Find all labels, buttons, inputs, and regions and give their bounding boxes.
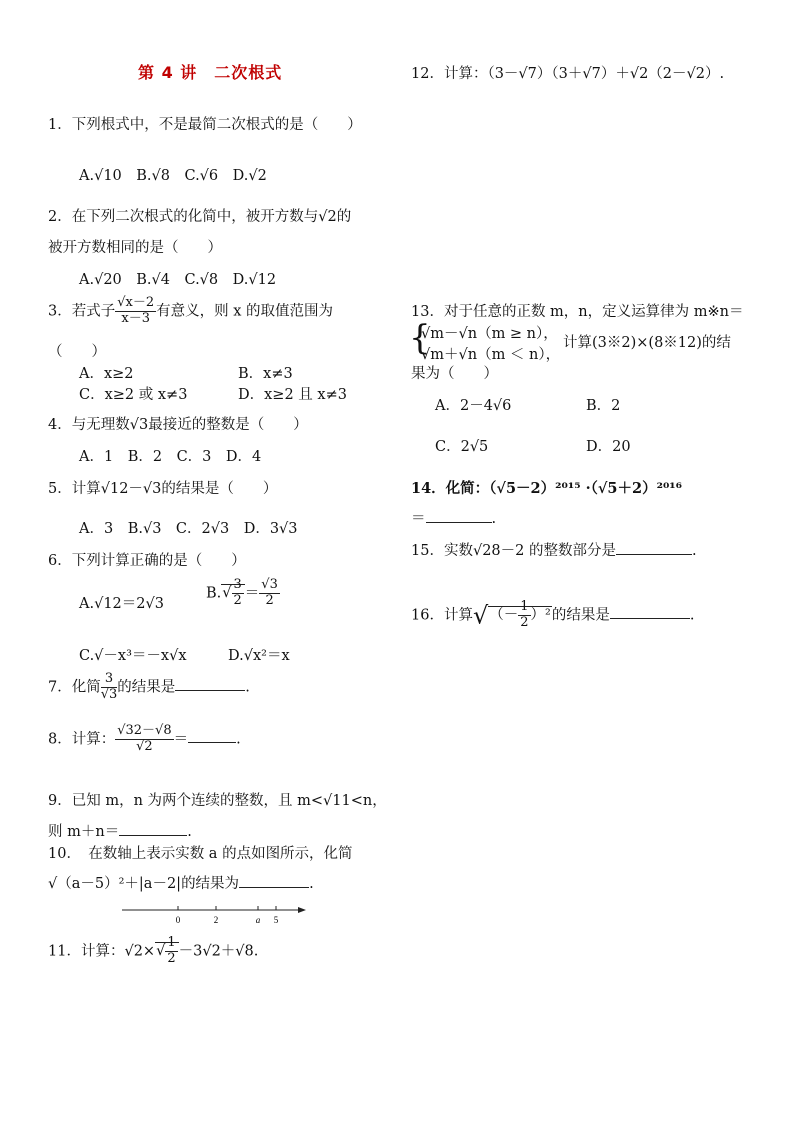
question-6-option-b-left-denominator: 2 <box>233 592 242 608</box>
page-title: 第 4 讲 二次根式 <box>138 63 283 82</box>
question-16-inner-prefix: （－ <box>489 607 519 624</box>
question-13-brace: { <box>409 318 431 358</box>
question-10-prefix: √（a－5）²＋|a－2|的结果为 <box>48 876 240 892</box>
question-16-numerator: 1 <box>520 599 529 614</box>
question-3-stem <box>48 296 333 327</box>
question-3-stem-line2: （ ） <box>48 344 106 360</box>
question-2-options: A.√20 B.√4 C.√8 D.√12 <box>79 272 277 288</box>
question-13-case1: √m－√n（m ≥ n）， <box>421 326 558 342</box>
question-10-line2: √（a－5）²＋|a－2|的结果为 . <box>48 872 314 893</box>
question-8-denominator: √2 <box>136 738 153 754</box>
question-16-radicand <box>488 599 552 630</box>
question-7: 7．化简 $\frac{3}{√3}$ 的结果是 . <box>48 671 250 702</box>
question-6-option-b-right-denominator: 2 <box>265 592 274 608</box>
question-14-answer-blank[interactable] <box>426 508 492 523</box>
question-7-denominator: √3 <box>100 686 118 702</box>
question-8-suffix: ＝ <box>173 731 189 748</box>
question-11 <box>48 936 258 967</box>
question-11-denominator: 2 <box>167 950 176 966</box>
question-4-stem: 4．与无理数√3最接近的整数是（ ） <box>48 417 308 433</box>
question-7-suffix: 的结果是 <box>117 679 176 696</box>
question-5-stem: 5．计算√12－√3的结果是（ ） <box>48 481 278 497</box>
question-13-option-d: D．20 <box>586 439 631 455</box>
question-13-tail: 计算(3※2)×(8※12)的结 <box>563 335 731 351</box>
question-16-radical-sign: √ <box>472 601 489 630</box>
question-11-suffix: －3√2＋√8. <box>178 943 259 960</box>
question-8-answer-blank[interactable] <box>188 728 236 743</box>
question-3-option-d: D．x≥2 且 x≠3 <box>238 387 347 403</box>
question-16-denominator: 2 <box>520 614 529 630</box>
question-6-stem: 6．下列计算正确的是（ ） <box>48 553 246 569</box>
question-3-option-b: B．x≠3 <box>238 366 293 382</box>
question-13-option-a: A．2－4√6 <box>435 398 512 414</box>
question-16: 16．计算√（－ $\frac{1}{2}$ ）²的结果是 . <box>411 599 695 630</box>
axis-label-2: 2 <box>213 915 219 925</box>
question-9-answer-blank[interactable] <box>119 821 187 836</box>
question-12: 12．计算：（3－√7）（3＋√7）＋√2（2－√2）. <box>411 66 725 82</box>
question-6-option-b: B.√ $\frac{3}{2}$ ＝ $\frac{√3}{2}$ <box>206 577 278 608</box>
question-6-option-b-right-fraction <box>259 578 280 609</box>
question-3-fraction-denominator: x－3 <box>121 310 150 326</box>
question-5-options: A．3 B.√3 C．2√3 D．3√3 <box>79 521 298 537</box>
question-3-fraction <box>115 296 156 327</box>
question-11-prefix: 11．计算：√2× <box>48 943 156 960</box>
question-16-inner-suffix: ）² <box>530 607 551 624</box>
question-15: 15．实数√28－2 的整数部分是 . <box>411 539 697 560</box>
question-13-option-c: C．2√5 <box>435 439 489 455</box>
question-3-option-c: C．x≥2 或 x≠3 <box>79 387 188 403</box>
question-6-option-a: A.√12＝2√3 <box>79 596 164 612</box>
question-14-line1: 14．化简：（√5－2）²⁰¹⁵ ·（√5＋2）²⁰¹⁶ <box>411 480 682 497</box>
question-9-line1: 9．已知 m，n 为两个连续的整数，且 m<√11<n， <box>48 793 387 809</box>
question-7-prefix: 7．化简 <box>48 679 101 696</box>
question-3-option-a: A．x≥2 <box>79 366 134 382</box>
question-7-numerator: 3 <box>101 672 118 688</box>
question-6-option-b-right-numerator: √3 <box>261 577 278 592</box>
number-line-figure <box>118 900 314 928</box>
number-line-arrow <box>298 907 306 913</box>
question-13-line3: 果为（ ） <box>411 366 498 382</box>
question-6-option-b-left-numerator: 3 <box>233 577 242 592</box>
question-15-answer-blank[interactable] <box>616 540 692 555</box>
question-13-line1: 13．对于任意的正数 m，n，定义运算律为 m※n＝ <box>411 304 744 320</box>
axis-label-a: a <box>255 915 261 925</box>
question-3-stem-suffix: 有意义，则 x 的取值范围为 <box>156 303 334 320</box>
question-2-stem-line2: 被开方数相同的是（ ） <box>48 240 222 256</box>
question-4-options: A．1 B．2 C．3 D．4 <box>79 449 262 465</box>
question-8: 8．计算： $\frac{√32-√8}{√2}$ ＝ . <box>48 723 241 754</box>
question-14-prefix: ＝ <box>411 511 426 527</box>
question-7-answer-blank[interactable] <box>175 676 245 691</box>
question-13-case2: √m＋√n（m ＜ n）， <box>421 347 561 363</box>
question-10-line1: 10． 在数轴上表示实数 a 的点如图所示，化简 <box>48 846 353 862</box>
question-6-option-b-radical: √ $\frac{3}{2}$ <box>221 584 245 601</box>
question-2-stem-line1: 2．在下列二次根式的化简中，被开方数与√2的 <box>48 209 352 225</box>
question-8-prefix: 8．计算： <box>48 731 116 748</box>
question-16-answer-blank[interactable] <box>610 604 690 619</box>
question-6-option-c: C.√－x³＝－x√x <box>79 648 187 664</box>
question-10-answer-blank[interactable] <box>239 873 309 888</box>
question-3-fraction-numerator: √x－2 <box>117 295 155 310</box>
question-3-stem-prefix: 3．若式子 <box>48 303 116 320</box>
axis-label-5: 5 <box>273 915 279 925</box>
question-11-radical: √ $\frac{1}{2}$ <box>155 942 179 959</box>
question-13-option-b: B．2 <box>586 398 621 414</box>
question-9-prefix: 则 m＋n＝ <box>48 824 120 840</box>
question-9-line2: 则 m＋n＝ . <box>48 820 192 841</box>
question-11-numerator: 1 <box>167 935 176 950</box>
question-6-option-b-label: B. <box>206 585 222 602</box>
question-1-stem: 1．下列根式中，不是最简二次根式的是（ ） <box>48 117 362 133</box>
question-8-numerator: √32－√8 <box>117 723 172 738</box>
question-15-prefix: 15．实数√28－2 的整数部分是 <box>411 543 616 559</box>
axis-label-0: 0 <box>175 915 181 925</box>
question-16-prefix: 16．计算 <box>411 607 473 624</box>
question-16-suffix: 的结果是 <box>551 607 610 624</box>
question-1-options: A.√10 B.√8 C.√6 D.√2 <box>79 168 267 184</box>
question-7-fraction <box>101 672 118 703</box>
question-8-fraction <box>115 724 173 755</box>
question-14-line2: ＝ . <box>411 507 496 528</box>
question-6-option-d: D.√x²＝x <box>228 648 290 664</box>
